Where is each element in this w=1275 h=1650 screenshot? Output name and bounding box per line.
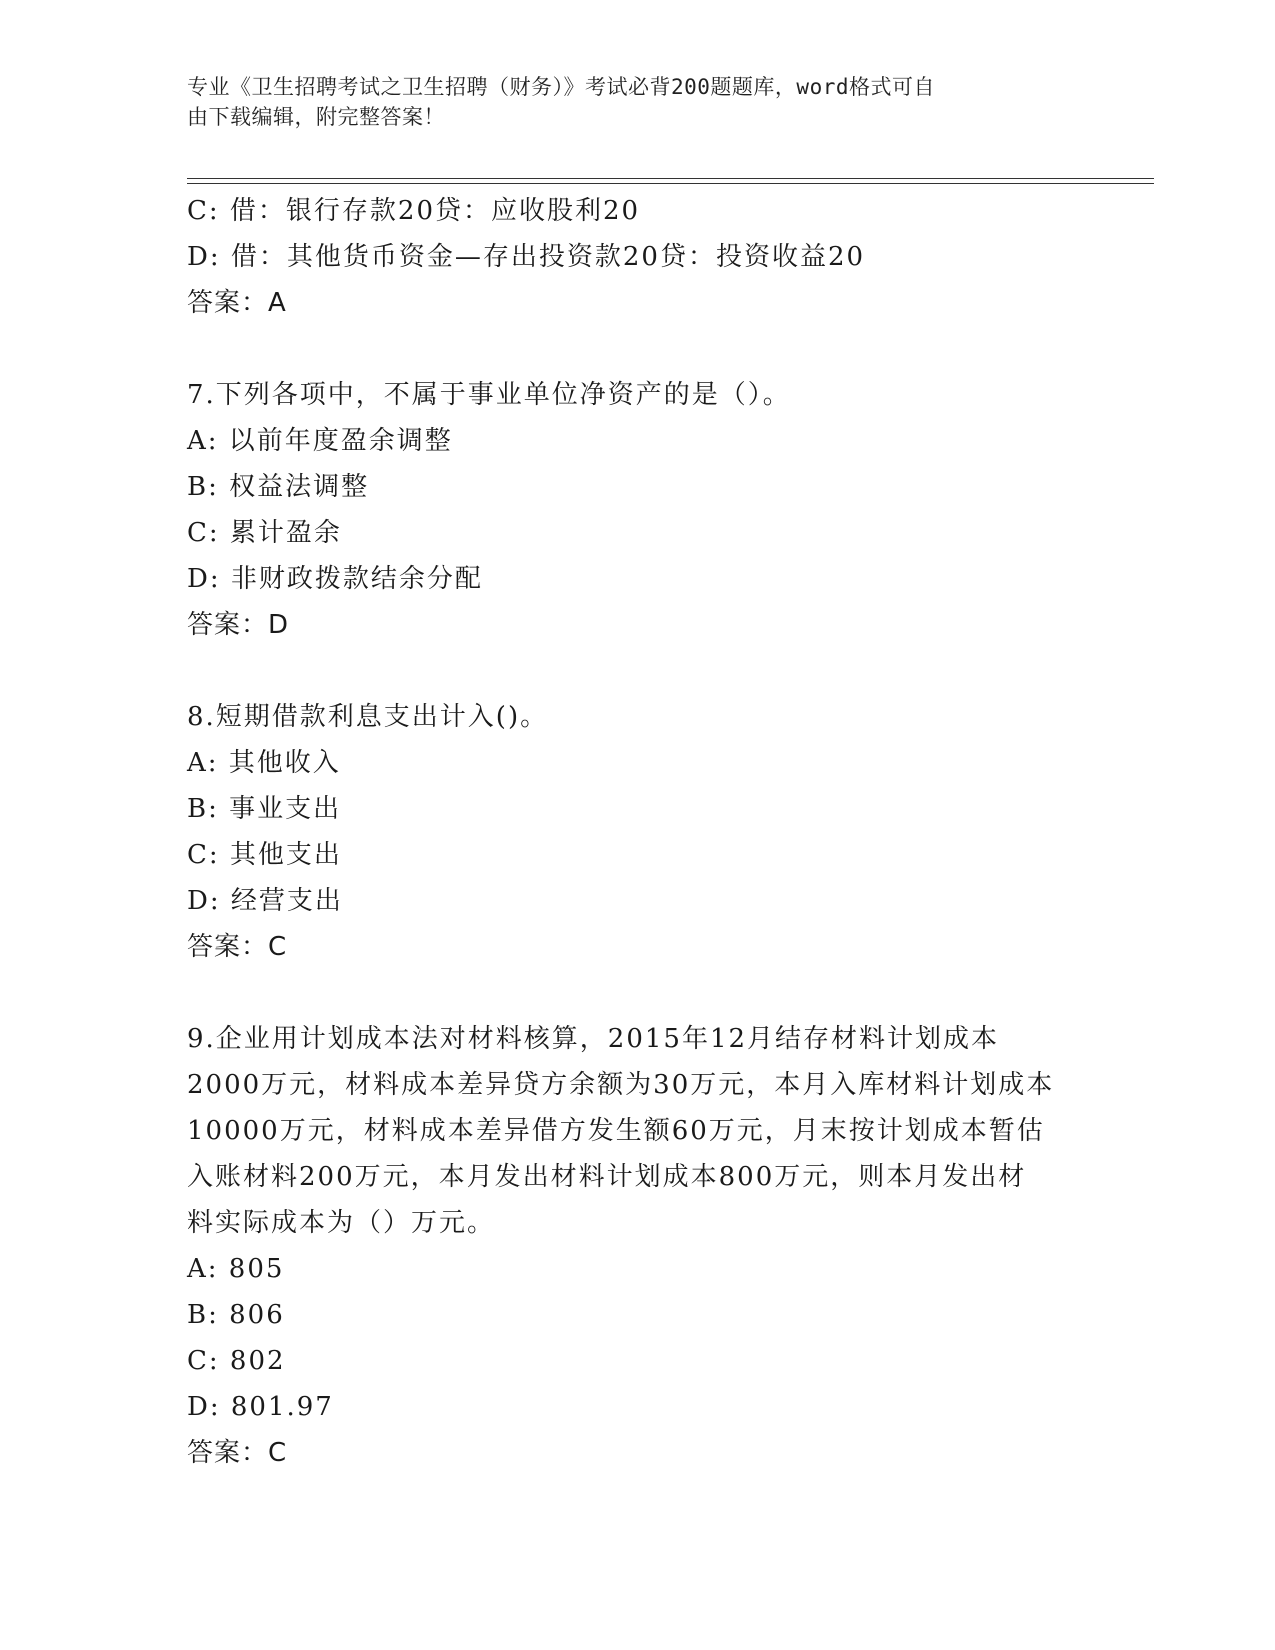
option-b: B: 权益法调整: [187, 472, 370, 502]
question-7: [187, 372, 1087, 648]
question-9: [187, 1016, 1087, 1476]
spacer: [187, 326, 1087, 372]
question-text-line-1: 9.企业用计划成本法对材料核算，2015年12月结存材料计划成本: [187, 1024, 1000, 1054]
option-a: A: 以前年度盈余调整: [187, 426, 453, 456]
spacer: [187, 970, 1087, 1016]
previous-question-fragment: [187, 188, 1087, 326]
header-line-1: 专业《卫生招聘考试之卫生招聘（财务）》考试必背200题题库，word格式可自: [187, 75, 935, 99]
question-text-line-5: 料实际成本为（）万元。: [187, 1208, 496, 1238]
option-d: D: 经营支出: [187, 886, 343, 916]
answer: 答案：C: [187, 1438, 288, 1468]
option-c: C: 802: [187, 1346, 286, 1376]
header-divider-bottom: [187, 183, 1154, 184]
option-c: C: 其他支出: [187, 840, 342, 870]
question-text-line-2: 2000万元，材料成本差异贷方余额为30万元，本月入库材料计划成本: [187, 1070, 1055, 1100]
option-b: B: 事业支出: [187, 794, 342, 824]
option-c: C: 借：银行存款20贷：应收股利20: [187, 196, 641, 226]
document-header: [187, 72, 1077, 132]
answer: 答案：C: [187, 932, 288, 962]
option-d: D: 801.97: [187, 1392, 334, 1422]
option-a: A: 805: [187, 1254, 285, 1284]
option-d: D: 借：其他货币资金—存出投资款20贷：投资收益20: [187, 242, 866, 272]
option-c: C: 累计盈余: [187, 518, 342, 548]
header-line-2: 由下载编辑，附完整答案！: [187, 105, 445, 129]
question-text-line-4: 入账材料200万元，本月发出材料计划成本800万元，则本月发出材: [187, 1162, 1027, 1192]
option-a: A: 其他收入: [187, 748, 341, 778]
question-text: 8.短期借款利息支出计入()。: [187, 702, 549, 732]
question-text: 7.下列各项中，不属于事业单位净资产的是（）。: [187, 380, 791, 410]
question-text-line-3: 10000万元，材料成本差异借方发生额60万元，月末按计划成本暂估: [187, 1116, 1045, 1146]
spacer: [187, 648, 1087, 694]
option-b: B: 806: [187, 1300, 285, 1330]
question-8: [187, 694, 1087, 970]
answer: 答案：A: [187, 288, 287, 318]
answer: 答案：D: [187, 610, 290, 640]
question-content: [187, 188, 1087, 1476]
option-d: D: 非财政拨款结余分配: [187, 564, 483, 594]
header-divider-top: [187, 178, 1154, 179]
